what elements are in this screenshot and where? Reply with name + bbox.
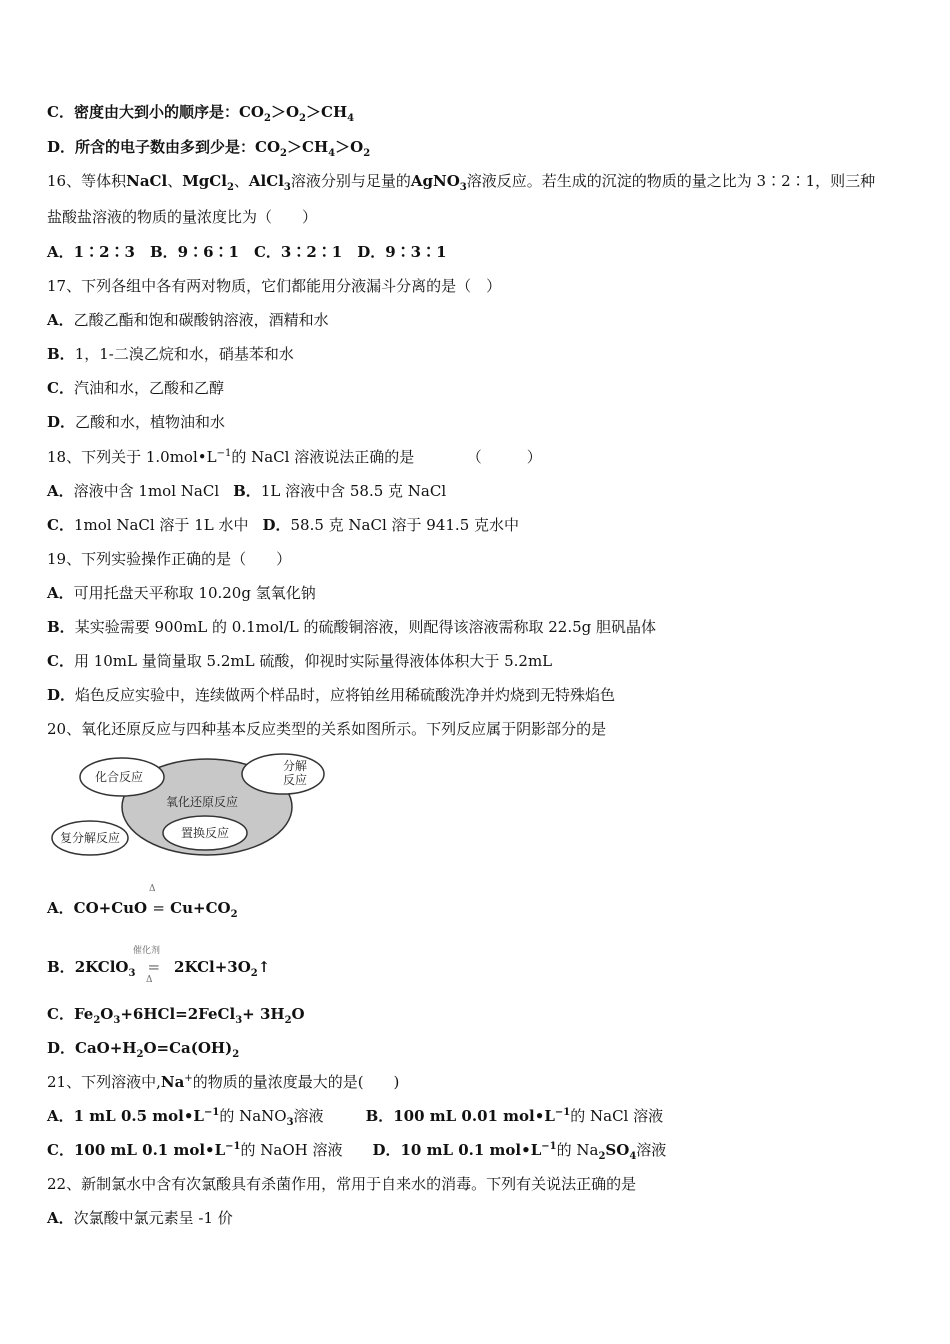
- q16-stem: [47, 171, 875, 191]
- formula: AlCl: [248, 172, 284, 190]
- subscript: 2: [363, 148, 371, 159]
- double-displacement-label: 复分解反应: [59, 831, 121, 845]
- option-label: D．: [262, 516, 291, 534]
- subscript: 2: [230, 909, 238, 920]
- subscript: 2: [263, 113, 271, 124]
- option-label: C．: [47, 1005, 74, 1023]
- q20-stem: [47, 719, 606, 739]
- gt-sign: ＞: [306, 103, 322, 121]
- formula: O: [291, 1005, 305, 1023]
- gt-sign: ＞: [335, 138, 351, 156]
- option-label: A．: [47, 482, 74, 500]
- q22-stem: [47, 1174, 636, 1194]
- option-label: B．: [365, 1107, 394, 1125]
- q19-option-a: [47, 583, 316, 603]
- option-label: A．: [47, 584, 74, 602]
- formula: Cu+CO: [170, 899, 231, 917]
- option-text: 的 NaOH 溶液: [240, 1141, 343, 1159]
- q20-option-b: [47, 957, 270, 977]
- decomposition-label-2: 反应: [282, 773, 308, 787]
- formula: CO: [238, 103, 264, 121]
- superscript: −1: [225, 1141, 241, 1152]
- subscript: 4: [347, 113, 355, 124]
- q19-stem: [47, 549, 291, 569]
- q18-options-ab: [47, 481, 446, 501]
- option-text: 溶液: [293, 1107, 324, 1125]
- option-text: 10 mL 0.1 mol•L: [400, 1141, 542, 1159]
- subscript: 3: [128, 968, 136, 979]
- option-text: 58.5 克 NaCl 溶于 941.5 克水中: [290, 516, 520, 534]
- superscript: −1: [554, 1107, 571, 1118]
- option-label: D．: [372, 1141, 401, 1159]
- stem-text: 盐酸盐溶液的物质的量浓度比为（ ）: [47, 208, 318, 226]
- subscript: 3: [235, 1015, 243, 1026]
- q22-option-a: [47, 1208, 233, 1228]
- superscript: −1: [541, 1141, 557, 1152]
- stem-text: 的物质的量浓度最大的是( ): [192, 1073, 400, 1091]
- q16-stem-cont: [47, 207, 317, 227]
- option-label: C．: [47, 103, 74, 121]
- option-text: 的 NaCl 溶液: [570, 1107, 664, 1125]
- option-text: 焰色反应实验中，连续做两个样品时，应将铂丝用稀硫酸洗净并灼烧到无特殊焰色: [75, 686, 616, 704]
- subscript: 3: [283, 182, 291, 193]
- formula: CH: [302, 138, 329, 156]
- heat-condition: Δ: [146, 975, 153, 985]
- equals-sign: =: [152, 899, 165, 917]
- q17-stem: [47, 276, 501, 296]
- option-text: 密度由大到小的顺序是：: [73, 103, 239, 121]
- formula: NaCl: [126, 172, 168, 190]
- option-label: B．: [47, 958, 75, 976]
- q20-option-c: [47, 1004, 305, 1024]
- option-text: 100 mL 0.01 mol•L: [393, 1107, 555, 1125]
- catalyst-condition: 催化剂: [133, 946, 161, 956]
- subscript: 4: [328, 148, 336, 159]
- gas-arrow: ↑: [257, 958, 271, 976]
- option-text: 的 Na: [556, 1141, 599, 1159]
- formula: CO+CuO: [73, 899, 148, 917]
- formula: Na: [160, 1073, 185, 1091]
- option-text: 溶液: [636, 1141, 667, 1159]
- option-text: 汽油和水，乙酸和乙醇: [73, 379, 224, 397]
- option-text: 溶液中含 1mol NaCl: [73, 482, 220, 500]
- gt-sign: ＞: [270, 103, 286, 121]
- stem-text: 18、下列关于 1.0mol•L: [47, 448, 217, 466]
- formula: O: [100, 1005, 114, 1023]
- combination-label: 化合反应: [94, 770, 144, 784]
- option-label: B．: [47, 345, 75, 363]
- subscript: 2: [232, 1049, 240, 1060]
- formula: CO: [255, 138, 281, 156]
- q18-stem: [47, 447, 542, 467]
- q21-stem: [47, 1072, 399, 1092]
- stem-text: 19、下列实验操作正确的是（ ）: [47, 550, 292, 568]
- formula: 2KClO: [74, 958, 129, 976]
- option-text: 100 mL 0.1 mol•L: [73, 1141, 226, 1159]
- superscript: −1: [216, 448, 232, 459]
- stem-text: 溶液分别与足量的: [290, 172, 411, 190]
- equals-sign: =: [147, 958, 161, 976]
- option-text: 所含的电子数由多到少是：: [75, 138, 256, 156]
- subscript: 2: [250, 968, 258, 979]
- stem-text: 20、氧化还原反应与四种基本反应类型的关系如图所示。下列反应属于阴影部分的是: [47, 720, 607, 738]
- displacement-label: 置换反应: [180, 826, 230, 840]
- stem-text: 17、下列各组中各有两对物质，它们都能用分液漏斗分离的是（ ）: [47, 277, 502, 295]
- option-text: 可用托盘天平称取 10.20g 氢氧化钠: [73, 584, 316, 602]
- option-label: D．: [47, 138, 76, 156]
- decomposition-label-1: 分解: [282, 759, 308, 773]
- option-label: A．: [47, 311, 74, 329]
- formula: CH: [321, 103, 348, 121]
- q16-options: [47, 242, 447, 262]
- reaction-venn-diagram: [47, 752, 337, 864]
- subscript: 2: [598, 1151, 606, 1162]
- option-label: C．: [47, 652, 74, 670]
- q17-option-a: [47, 310, 329, 330]
- q15-option-c: [47, 102, 354, 122]
- formula: SO: [605, 1141, 630, 1159]
- stem-text: 溶液反应。若生成的沉淀的物质的量之比为 3∶2∶1，则三种: [466, 172, 876, 190]
- separator: 、: [233, 172, 249, 190]
- q18-options-cd: [47, 515, 519, 535]
- formula: AgNO: [410, 172, 460, 190]
- subscript: 2: [226, 182, 234, 193]
- formula: O=Ca(OH): [143, 1039, 233, 1057]
- subscript: 2: [93, 1015, 101, 1026]
- option-text: 乙酸和水，植物油和水: [75, 413, 226, 431]
- q21-options-ab: [47, 1106, 663, 1126]
- heat-condition: Δ: [149, 884, 156, 894]
- q17-option-b: [47, 344, 294, 364]
- option-text: 的 NaNO: [219, 1107, 287, 1125]
- subscript: 3: [459, 182, 467, 193]
- q20-option-d: [47, 1038, 239, 1058]
- option-label: B．: [233, 482, 261, 500]
- q15-option-d: [47, 137, 370, 157]
- option-text: 次氯酸中氯元素呈 -1 价: [73, 1209, 233, 1227]
- q19-option-c: [47, 651, 552, 671]
- separator: 、: [167, 172, 183, 190]
- stem-text: 的 NaCl 溶液说法正确的是 （ ）: [231, 448, 542, 466]
- option-label: A．: [47, 899, 74, 917]
- option-label: D．: [47, 413, 76, 431]
- redox-label: 氧化还原反应: [165, 795, 239, 809]
- option-label: C．: [47, 379, 74, 397]
- gt-sign: ＞: [287, 138, 303, 156]
- stem-text: 22、新制氯水中含有次氯酸具有杀菌作用，常用于自来水的消毒。下列有关说法正确的是: [47, 1175, 637, 1193]
- option-text: 1 mL 0.5 mol•L: [73, 1107, 204, 1125]
- subscript: 2: [284, 1015, 292, 1026]
- option-text: 1，1-二溴乙烷和水，硝基苯和水: [74, 345, 294, 363]
- stem-text: 21、下列溶液中,: [47, 1073, 161, 1091]
- option-text: 乙酸乙酯和饱和碳酸钠溶液，酒精和水: [73, 311, 329, 329]
- option-label: A．: [47, 1209, 74, 1227]
- formula: +6HCl=2FeCl: [120, 1005, 236, 1023]
- subscript: 3: [113, 1015, 121, 1026]
- q21-options-cd: [47, 1140, 666, 1160]
- formula: Fe: [73, 1005, 94, 1023]
- formula: CaO+H: [75, 1039, 137, 1057]
- option-label: C．: [47, 516, 74, 534]
- formula: 2KCl+3O: [174, 958, 251, 976]
- option-text: 1L 溶液中含 58.5 克 NaCl: [260, 482, 447, 500]
- formula: MgCl: [182, 172, 227, 190]
- q17-option-c: [47, 378, 224, 398]
- subscript: 2: [136, 1049, 144, 1060]
- formula: + 3H: [242, 1005, 285, 1023]
- superscript: +: [184, 1073, 193, 1084]
- q17-option-d: [47, 412, 225, 432]
- subscript: 3: [286, 1117, 294, 1128]
- formula: O: [350, 138, 364, 156]
- q20-option-a: [47, 898, 238, 918]
- formula: O: [285, 103, 300, 121]
- option-text: 某实验需要 900mL 的 0.1mol/L 的硫酸铜溶液，则配得该溶液需称取 22.5g 胆矾晶体: [74, 618, 657, 636]
- option-label: B．: [47, 618, 75, 636]
- options-text: A．1∶2∶3 B．9∶6∶1 C．3∶2∶1 D．9∶3∶1: [47, 243, 447, 261]
- stem-text: 等体积: [81, 172, 127, 190]
- subscript: 2: [299, 113, 307, 124]
- option-label: D．: [47, 1039, 76, 1057]
- option-text: 1mol NaCl 溶于 1L 水中: [73, 516, 249, 534]
- superscript: −1: [203, 1107, 220, 1118]
- option-text: 用 10mL 量筒量取 5.2mL 硫酸，仰视时实际量得液体体积大于 5.2mL: [73, 652, 553, 670]
- option-label: D．: [47, 686, 76, 704]
- q19-option-b: [47, 617, 656, 637]
- option-label: A．: [47, 1107, 74, 1125]
- subscript: 2: [280, 148, 288, 159]
- question-number: 16、: [47, 172, 82, 190]
- q19-option-d: [47, 685, 615, 705]
- subscript: 4: [629, 1151, 637, 1162]
- option-label: C．: [47, 1141, 74, 1159]
